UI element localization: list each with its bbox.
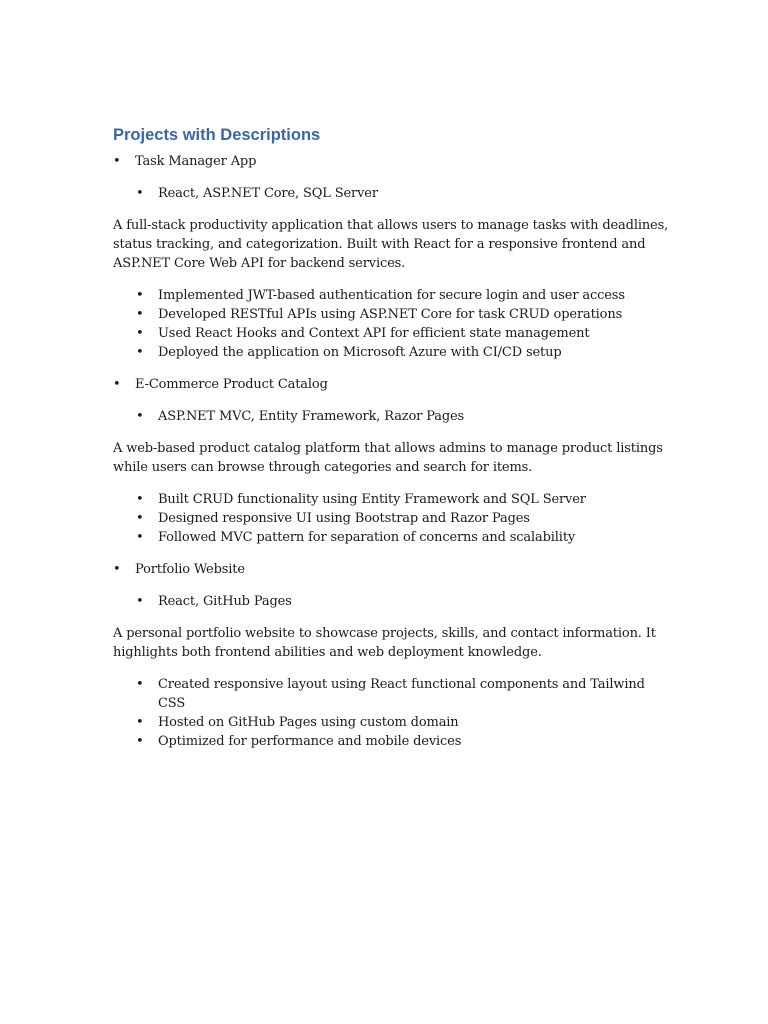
- list-item: [136, 343, 673, 362]
- page-title: Projects with Descriptions: [113, 126, 321, 144]
- tech-stack: ASP.NET MVC, Entity Framework, Razor Pages: [158, 409, 465, 424]
- bullet-icon: •: [113, 562, 121, 577]
- list-item-text: Created responsive layout using React functional components and Tailwind CSS: [158, 677, 645, 711]
- bullet-icon: •: [136, 326, 144, 341]
- project-description: A personal portfolio website to showcase projects, skills, and contact information. It highlights both frontend abilities and web deployment knowledge.: [113, 626, 656, 660]
- bullet-icon: •: [113, 154, 121, 169]
- list-item: [136, 305, 673, 324]
- bullet-icon: •: [136, 288, 144, 303]
- tech-stack: React, ASP.NET Core, SQL Server: [158, 186, 378, 201]
- bullet-icon: •: [136, 734, 144, 749]
- list-item: [136, 490, 673, 509]
- bullet-icon: •: [136, 715, 144, 730]
- list-item: [136, 324, 673, 343]
- project-description: A full-stack productivity application that allows users to manage tasks with deadlines, status tracking, and categorization. Built with React for a responsive frontend and ASP.NET Core Web API for backend services.: [113, 218, 669, 271]
- list-item: [136, 713, 673, 732]
- list-item-text: Developed RESTful APIs using ASP.NET Core for task CRUD operations: [158, 307, 623, 322]
- project-description: A web-based product catalog platform that allows admins to manage product listings while users can browse through categories and search for items.: [113, 441, 663, 475]
- list-item-text: Deployed the application on Microsoft Azure with CI/CD setup: [158, 345, 562, 360]
- project-title-item: [113, 560, 673, 579]
- project-title: Task Manager App: [135, 154, 257, 169]
- list-item-text: Built CRUD functionality using Entity Framework and SQL Server: [158, 492, 586, 507]
- bullet-icon: •: [136, 492, 144, 507]
- tech-stack-item: [136, 184, 673, 203]
- document-page: [113, 124, 673, 764]
- bullet-icon: •: [136, 594, 144, 609]
- list-item-text: Designed responsive UI using Bootstrap and Razor Pages: [158, 511, 530, 526]
- bullet-icon: •: [136, 307, 144, 322]
- bullet-icon: •: [136, 677, 144, 692]
- tech-stack: React, GitHub Pages: [158, 594, 292, 609]
- project-title: Portfolio Website: [135, 562, 245, 577]
- tech-stack-item: [136, 592, 673, 611]
- feature-list: [136, 286, 673, 362]
- bullet-icon: •: [136, 511, 144, 526]
- project-title-item: [113, 152, 673, 171]
- bullet-icon: •: [136, 409, 144, 424]
- project-section: [113, 152, 673, 362]
- list-item: [136, 528, 673, 547]
- bullet-icon: •: [113, 377, 121, 392]
- list-item-text: Hosted on GitHub Pages using custom domain: [158, 715, 459, 730]
- project-title-item: [113, 375, 673, 394]
- list-item: [136, 675, 673, 713]
- project-section: [113, 375, 673, 547]
- project-title: E-Commerce Product Catalog: [135, 377, 328, 392]
- project-section: [113, 560, 673, 751]
- feature-list: [136, 675, 673, 751]
- bullet-icon: •: [136, 186, 144, 201]
- bullet-icon: •: [136, 345, 144, 360]
- list-item-text: Optimized for performance and mobile devices: [158, 734, 462, 749]
- bullet-icon: •: [136, 530, 144, 545]
- list-item-text: Implemented JWT-based authentication for secure login and user access: [158, 288, 625, 303]
- list-item-text: Used React Hooks and Context API for efficient state management: [158, 326, 590, 341]
- list-item-text: Followed MVC pattern for separation of concerns and scalability: [158, 530, 576, 545]
- tech-stack-item: [136, 407, 673, 426]
- list-item: [136, 732, 673, 751]
- list-item: [136, 509, 673, 528]
- feature-list: [136, 490, 673, 547]
- list-item: [136, 286, 673, 305]
